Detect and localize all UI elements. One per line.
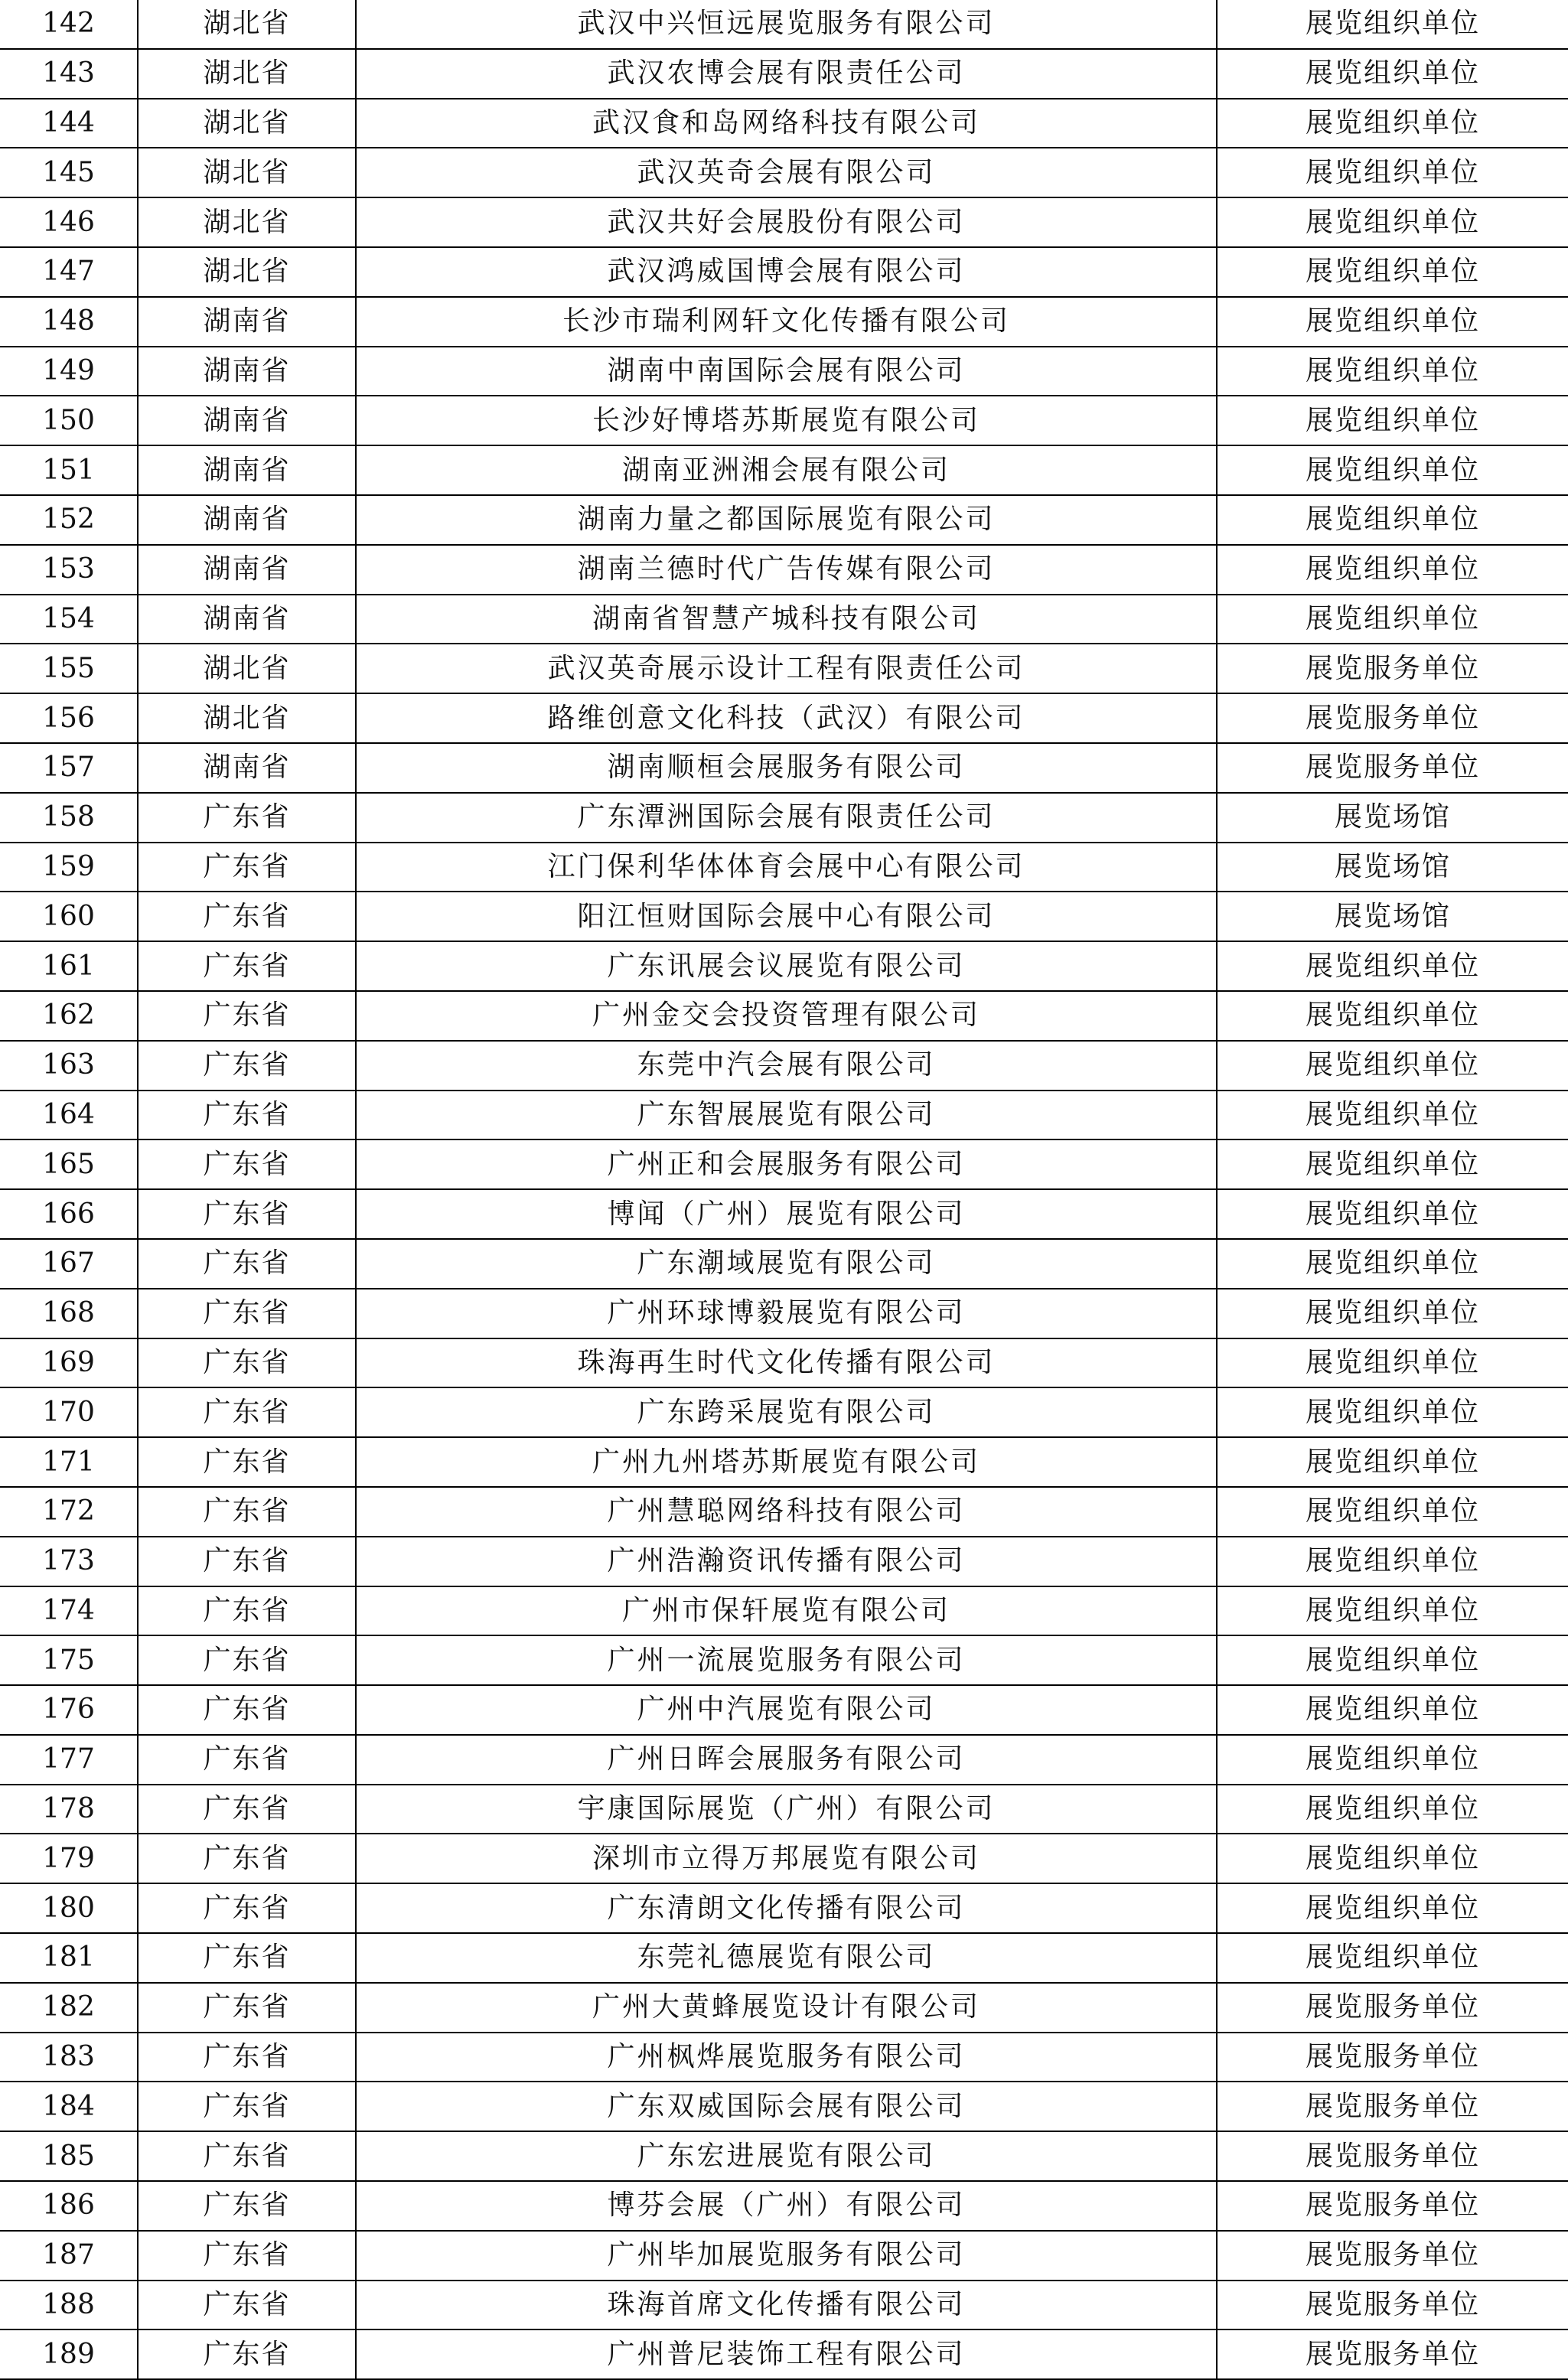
row-number-cell: 176 <box>0 1685 138 1735</box>
unit-type-cell: 展览组织单位 <box>1217 247 1568 297</box>
province-cell: 湖北省 <box>138 247 356 297</box>
province-cell: 湖南省 <box>138 495 356 545</box>
table-row <box>0 693 1568 743</box>
row-number-cell: 158 <box>0 793 138 843</box>
table-row <box>0 1983 1568 2033</box>
table-row <box>0 148 1568 197</box>
row-number-cell: 186 <box>0 2181 138 2231</box>
unit-type-cell: 展览组织单位 <box>1217 1635 1568 1685</box>
table-row <box>0 892 1568 941</box>
table-row <box>0 1239 1568 1289</box>
organization-name-cell: 阳江恒财国际会展中心有限公司 <box>356 892 1217 941</box>
table-row <box>0 2181 1568 2231</box>
organization-name-cell: 武汉食和岛网络科技有限公司 <box>356 99 1217 148</box>
unit-type-cell: 展览组织单位 <box>1217 1338 1568 1388</box>
province-cell: 广东省 <box>138 941 356 991</box>
table-row <box>0 1785 1568 1834</box>
unit-type-cell: 展览服务单位 <box>1217 2033 1568 2082</box>
row-number-cell: 163 <box>0 1041 138 1091</box>
table-row <box>0 1437 1568 1487</box>
province-cell: 湖南省 <box>138 595 356 644</box>
province-cell: 广东省 <box>138 1635 356 1685</box>
unit-type-cell: 展览组织单位 <box>1217 1041 1568 1091</box>
unit-type-cell: 展览组织单位 <box>1217 1785 1568 1834</box>
row-number-cell: 156 <box>0 693 138 743</box>
unit-type-cell: 展览服务单位 <box>1217 2281 1568 2330</box>
table-row <box>0 2082 1568 2131</box>
table-row <box>0 1139 1568 1189</box>
table-row <box>0 793 1568 843</box>
organization-name-cell: 广东跨采展览有限公司 <box>356 1387 1217 1437</box>
row-number-cell: 146 <box>0 197 138 247</box>
row-number-cell: 162 <box>0 991 138 1041</box>
row-number-cell: 174 <box>0 1586 138 1636</box>
unit-type-cell: 展览组织单位 <box>1217 1537 1568 1586</box>
unit-type-cell: 展览组织单位 <box>1217 1586 1568 1636</box>
table-row <box>0 297 1568 347</box>
organization-name-cell: 武汉农博会展有限责任公司 <box>356 49 1217 99</box>
unit-type-cell: 展览组织单位 <box>1217 1735 1568 1785</box>
row-number-cell: 173 <box>0 1537 138 1586</box>
organization-name-cell: 广东讯展会议展览有限公司 <box>356 941 1217 991</box>
province-cell: 湖南省 <box>138 347 356 396</box>
organization-name-cell: 武汉英奇展示设计工程有限责任公司 <box>356 644 1217 693</box>
organization-name-cell: 湖南亚洲湘会展有限公司 <box>356 445 1217 495</box>
province-cell: 广东省 <box>138 2131 356 2181</box>
table-row <box>0 1735 1568 1785</box>
organization-name-cell: 湖南力量之都国际展览有限公司 <box>356 495 1217 545</box>
province-cell: 广东省 <box>138 1933 356 1983</box>
organization-name-cell: 博闻（广州）展览有限公司 <box>356 1189 1217 1239</box>
organization-name-cell: 深圳市立得万邦展览有限公司 <box>356 1834 1217 1883</box>
province-cell: 湖南省 <box>138 545 356 595</box>
province-cell: 广东省 <box>138 2329 356 2379</box>
province-cell: 广东省 <box>138 1685 356 1735</box>
unit-type-cell: 展览组织单位 <box>1217 396 1568 445</box>
row-number-cell: 179 <box>0 1834 138 1883</box>
province-cell: 湖北省 <box>138 49 356 99</box>
unit-type-cell: 展览组织单位 <box>1217 1091 1568 1140</box>
organization-name-cell: 广州日晖会展服务有限公司 <box>356 1735 1217 1785</box>
unit-type-cell: 展览组织单位 <box>1217 1834 1568 1883</box>
unit-type-cell: 展览服务单位 <box>1217 1983 1568 2033</box>
province-cell: 湖北省 <box>138 0 356 49</box>
table-row <box>0 445 1568 495</box>
table-row <box>0 1189 1568 1239</box>
row-number-cell: 149 <box>0 347 138 396</box>
row-number-cell: 188 <box>0 2281 138 2330</box>
province-cell: 广东省 <box>138 2231 356 2281</box>
unit-type-cell: 展览组织单位 <box>1217 1487 1568 1537</box>
table-row <box>0 1834 1568 1883</box>
organization-name-cell: 广州市保轩展览有限公司 <box>356 1586 1217 1636</box>
province-cell: 湖南省 <box>138 445 356 495</box>
row-number-cell: 187 <box>0 2231 138 2281</box>
row-number-cell: 185 <box>0 2131 138 2181</box>
unit-type-cell: 展览组织单位 <box>1217 1437 1568 1487</box>
organization-name-cell: 武汉共好会展股份有限公司 <box>356 197 1217 247</box>
organization-name-cell: 广州毕加展览服务有限公司 <box>356 2231 1217 2281</box>
row-number-cell: 151 <box>0 445 138 495</box>
organization-name-cell: 广州大黄蜂展览设计有限公司 <box>356 1983 1217 2033</box>
unit-type-cell: 展览组织单位 <box>1217 1933 1568 1983</box>
unit-type-cell: 展览组织单位 <box>1217 347 1568 396</box>
row-number-cell: 167 <box>0 1239 138 1289</box>
organization-name-cell: 广州金交会投资管理有限公司 <box>356 991 1217 1041</box>
organization-name-cell: 江门保利华体体育会展中心有限公司 <box>356 843 1217 892</box>
row-number-cell: 164 <box>0 1091 138 1140</box>
table-row <box>0 495 1568 545</box>
table-row <box>0 197 1568 247</box>
province-cell: 湖北省 <box>138 693 356 743</box>
unit-type-cell: 展览组织单位 <box>1217 495 1568 545</box>
table-row <box>0 1537 1568 1586</box>
province-cell: 广东省 <box>138 2033 356 2082</box>
row-number-cell: 145 <box>0 148 138 197</box>
row-number-cell: 154 <box>0 595 138 644</box>
table-row <box>0 743 1568 793</box>
province-cell: 广东省 <box>138 1338 356 1388</box>
province-cell: 广东省 <box>138 892 356 941</box>
row-number-cell: 171 <box>0 1437 138 1487</box>
table-row <box>0 1635 1568 1685</box>
organization-name-cell: 武汉英奇会展有限公司 <box>356 148 1217 197</box>
table-row <box>0 991 1568 1041</box>
organization-name-cell: 广州慧聪网络科技有限公司 <box>356 1487 1217 1537</box>
organization-name-cell: 珠海首席文化传播有限公司 <box>356 2281 1217 2330</box>
province-cell: 湖北省 <box>138 148 356 197</box>
province-cell: 广东省 <box>138 1437 356 1487</box>
row-number-cell: 159 <box>0 843 138 892</box>
row-number-cell: 181 <box>0 1933 138 1983</box>
row-number-cell: 165 <box>0 1139 138 1189</box>
organization-name-cell: 东莞礼德展览有限公司 <box>356 1933 1217 1983</box>
unit-type-cell: 展览组织单位 <box>1217 1289 1568 1338</box>
province-cell: 广东省 <box>138 1834 356 1883</box>
unit-type-cell: 展览组织单位 <box>1217 148 1568 197</box>
unit-type-cell: 展览服务单位 <box>1217 2231 1568 2281</box>
table-row <box>0 2329 1568 2379</box>
unit-type-cell: 展览服务单位 <box>1217 743 1568 793</box>
row-number-cell: 153 <box>0 545 138 595</box>
table-row <box>0 2281 1568 2330</box>
row-number-cell: 161 <box>0 941 138 991</box>
unit-type-cell: 展览组织单位 <box>1217 1387 1568 1437</box>
row-number-cell: 184 <box>0 2082 138 2131</box>
organization-name-cell: 长沙市瑞利网轩文化传播有限公司 <box>356 297 1217 347</box>
province-cell: 广东省 <box>138 2181 356 2231</box>
organization-name-cell: 珠海再生时代文化传播有限公司 <box>356 1338 1217 1388</box>
province-cell: 广东省 <box>138 843 356 892</box>
province-cell: 湖南省 <box>138 743 356 793</box>
unit-type-cell: 展览组织单位 <box>1217 49 1568 99</box>
organization-name-cell: 广州枫烨展览服务有限公司 <box>356 2033 1217 2082</box>
unit-type-cell: 展览服务单位 <box>1217 644 1568 693</box>
table-row <box>0 2131 1568 2181</box>
province-cell: 湖北省 <box>138 197 356 247</box>
table-row <box>0 1883 1568 1933</box>
row-number-cell: 148 <box>0 297 138 347</box>
table-row <box>0 941 1568 991</box>
row-number-cell: 150 <box>0 396 138 445</box>
row-number-cell: 147 <box>0 247 138 297</box>
table-row <box>0 843 1568 892</box>
row-number-cell: 166 <box>0 1189 138 1239</box>
organization-name-cell: 湖南中南国际会展有限公司 <box>356 347 1217 396</box>
table-row <box>0 1685 1568 1735</box>
row-number-cell: 152 <box>0 495 138 545</box>
table-row <box>0 2231 1568 2281</box>
table-row <box>0 247 1568 297</box>
organization-name-cell: 长沙好博塔苏斯展览有限公司 <box>356 396 1217 445</box>
province-cell: 广东省 <box>138 1537 356 1586</box>
row-number-cell: 170 <box>0 1387 138 1437</box>
unit-type-cell: 展览组织单位 <box>1217 991 1568 1041</box>
unit-type-cell: 展览服务单位 <box>1217 2329 1568 2379</box>
organization-name-cell: 湖南省智慧产城科技有限公司 <box>356 595 1217 644</box>
unit-type-cell: 展览组织单位 <box>1217 545 1568 595</box>
table-row <box>0 1338 1568 1388</box>
unit-type-cell: 展览组织单位 <box>1217 1189 1568 1239</box>
organization-name-cell: 武汉鸿威国博会展有限公司 <box>356 247 1217 297</box>
unit-type-cell: 展览组织单位 <box>1217 1239 1568 1289</box>
row-number-cell: 180 <box>0 1883 138 1933</box>
province-cell: 湖南省 <box>138 396 356 445</box>
province-cell: 湖北省 <box>138 99 356 148</box>
row-number-cell: 143 <box>0 49 138 99</box>
table-row <box>0 644 1568 693</box>
row-number-cell: 144 <box>0 99 138 148</box>
row-number-cell: 160 <box>0 892 138 941</box>
organization-name-cell: 路维创意文化科技（武汉）有限公司 <box>356 693 1217 743</box>
province-cell: 湖南省 <box>138 297 356 347</box>
organization-name-cell: 广州中汽展览有限公司 <box>356 1685 1217 1735</box>
unit-type-cell: 展览组织单位 <box>1217 445 1568 495</box>
table-row <box>0 49 1568 99</box>
row-number-cell: 172 <box>0 1487 138 1537</box>
unit-type-cell: 展览服务单位 <box>1217 2131 1568 2181</box>
organization-name-cell: 广东智展展览有限公司 <box>356 1091 1217 1140</box>
table-row <box>0 99 1568 148</box>
organization-name-cell: 广东清朗文化传播有限公司 <box>356 1883 1217 1933</box>
organization-name-cell: 广州普尼装饰工程有限公司 <box>356 2329 1217 2379</box>
organization-name-cell: 湖南兰德时代广告传媒有限公司 <box>356 545 1217 595</box>
province-cell: 广东省 <box>138 1189 356 1239</box>
unit-type-cell: 展览组织单位 <box>1217 595 1568 644</box>
row-number-cell: 189 <box>0 2329 138 2379</box>
unit-type-cell: 展览服务单位 <box>1217 2181 1568 2231</box>
province-cell: 湖北省 <box>138 644 356 693</box>
province-cell: 广东省 <box>138 2082 356 2131</box>
row-number-cell: 157 <box>0 743 138 793</box>
table-row <box>0 347 1568 396</box>
unit-type-cell: 展览组织单位 <box>1217 99 1568 148</box>
table-row <box>0 0 1568 49</box>
unit-type-cell: 展览组织单位 <box>1217 1685 1568 1735</box>
province-cell: 广东省 <box>138 1983 356 2033</box>
row-number-cell: 178 <box>0 1785 138 1834</box>
unit-type-cell: 展览组织单位 <box>1217 941 1568 991</box>
unit-type-cell: 展览服务单位 <box>1217 693 1568 743</box>
table-row <box>0 1933 1568 1983</box>
organization-name-cell: 广州九州塔苏斯展览有限公司 <box>356 1437 1217 1487</box>
table-row <box>0 1487 1568 1537</box>
table-row <box>0 1289 1568 1338</box>
unit-type-cell: 展览组织单位 <box>1217 297 1568 347</box>
province-cell: 广东省 <box>138 1289 356 1338</box>
organization-name-cell: 湖南顺桓会展服务有限公司 <box>356 743 1217 793</box>
organization-name-cell: 广州正和会展服务有限公司 <box>356 1139 1217 1189</box>
organization-name-cell: 广州一流展览服务有限公司 <box>356 1635 1217 1685</box>
unit-type-cell: 展览组织单位 <box>1217 1883 1568 1933</box>
table-row <box>0 545 1568 595</box>
unit-type-cell: 展览场馆 <box>1217 843 1568 892</box>
province-cell: 广东省 <box>138 1239 356 1289</box>
unit-type-cell: 展览服务单位 <box>1217 2082 1568 2131</box>
row-number-cell: 168 <box>0 1289 138 1338</box>
province-cell: 广东省 <box>138 1735 356 1785</box>
province-cell: 广东省 <box>138 1041 356 1091</box>
province-cell: 广东省 <box>138 1387 356 1437</box>
province-cell: 广东省 <box>138 1785 356 1834</box>
table-row <box>0 1586 1568 1636</box>
table-row <box>0 396 1568 445</box>
organization-name-cell: 宇康国际展览（广州）有限公司 <box>356 1785 1217 1834</box>
table-row <box>0 1387 1568 1437</box>
organization-name-cell: 广东潭洲国际会展有限责任公司 <box>356 793 1217 843</box>
unit-type-cell: 展览组织单位 <box>1217 1139 1568 1189</box>
table-row <box>0 595 1568 644</box>
table-row <box>0 1091 1568 1140</box>
unit-type-cell: 展览场馆 <box>1217 793 1568 843</box>
row-number-cell: 169 <box>0 1338 138 1388</box>
row-number-cell: 175 <box>0 1635 138 1685</box>
province-cell: 广东省 <box>138 1091 356 1140</box>
table-row <box>0 1041 1568 1091</box>
unit-type-cell: 展览组织单位 <box>1217 197 1568 247</box>
row-number-cell: 182 <box>0 1983 138 2033</box>
unit-type-cell: 展览场馆 <box>1217 892 1568 941</box>
organization-name-cell: 广东双威国际会展有限公司 <box>356 2082 1217 2131</box>
province-cell: 广东省 <box>138 1139 356 1189</box>
unit-type-cell: 展览组织单位 <box>1217 0 1568 49</box>
organization-name-cell: 广东潮域展览有限公司 <box>356 1239 1217 1289</box>
organization-name-cell: 广东宏进展览有限公司 <box>356 2131 1217 2181</box>
row-number-cell: 183 <box>0 2033 138 2082</box>
table-row <box>0 2033 1568 2082</box>
row-number-cell: 142 <box>0 0 138 49</box>
organization-name-cell: 武汉中兴恒远展览服务有限公司 <box>356 0 1217 49</box>
row-number-cell: 177 <box>0 1735 138 1785</box>
organization-name-cell: 东莞中汽会展有限公司 <box>356 1041 1217 1091</box>
row-number-cell: 155 <box>0 644 138 693</box>
organization-name-cell: 广州环球博毅展览有限公司 <box>356 1289 1217 1338</box>
province-cell: 广东省 <box>138 2281 356 2330</box>
province-cell: 广东省 <box>138 1487 356 1537</box>
province-cell: 广东省 <box>138 793 356 843</box>
province-cell: 广东省 <box>138 1883 356 1933</box>
organization-name-cell: 广州浩瀚资讯传播有限公司 <box>356 1537 1217 1586</box>
province-cell: 广东省 <box>138 991 356 1041</box>
province-cell: 广东省 <box>138 1586 356 1636</box>
organization-name-cell: 博芬会展（广州）有限公司 <box>356 2181 1217 2231</box>
